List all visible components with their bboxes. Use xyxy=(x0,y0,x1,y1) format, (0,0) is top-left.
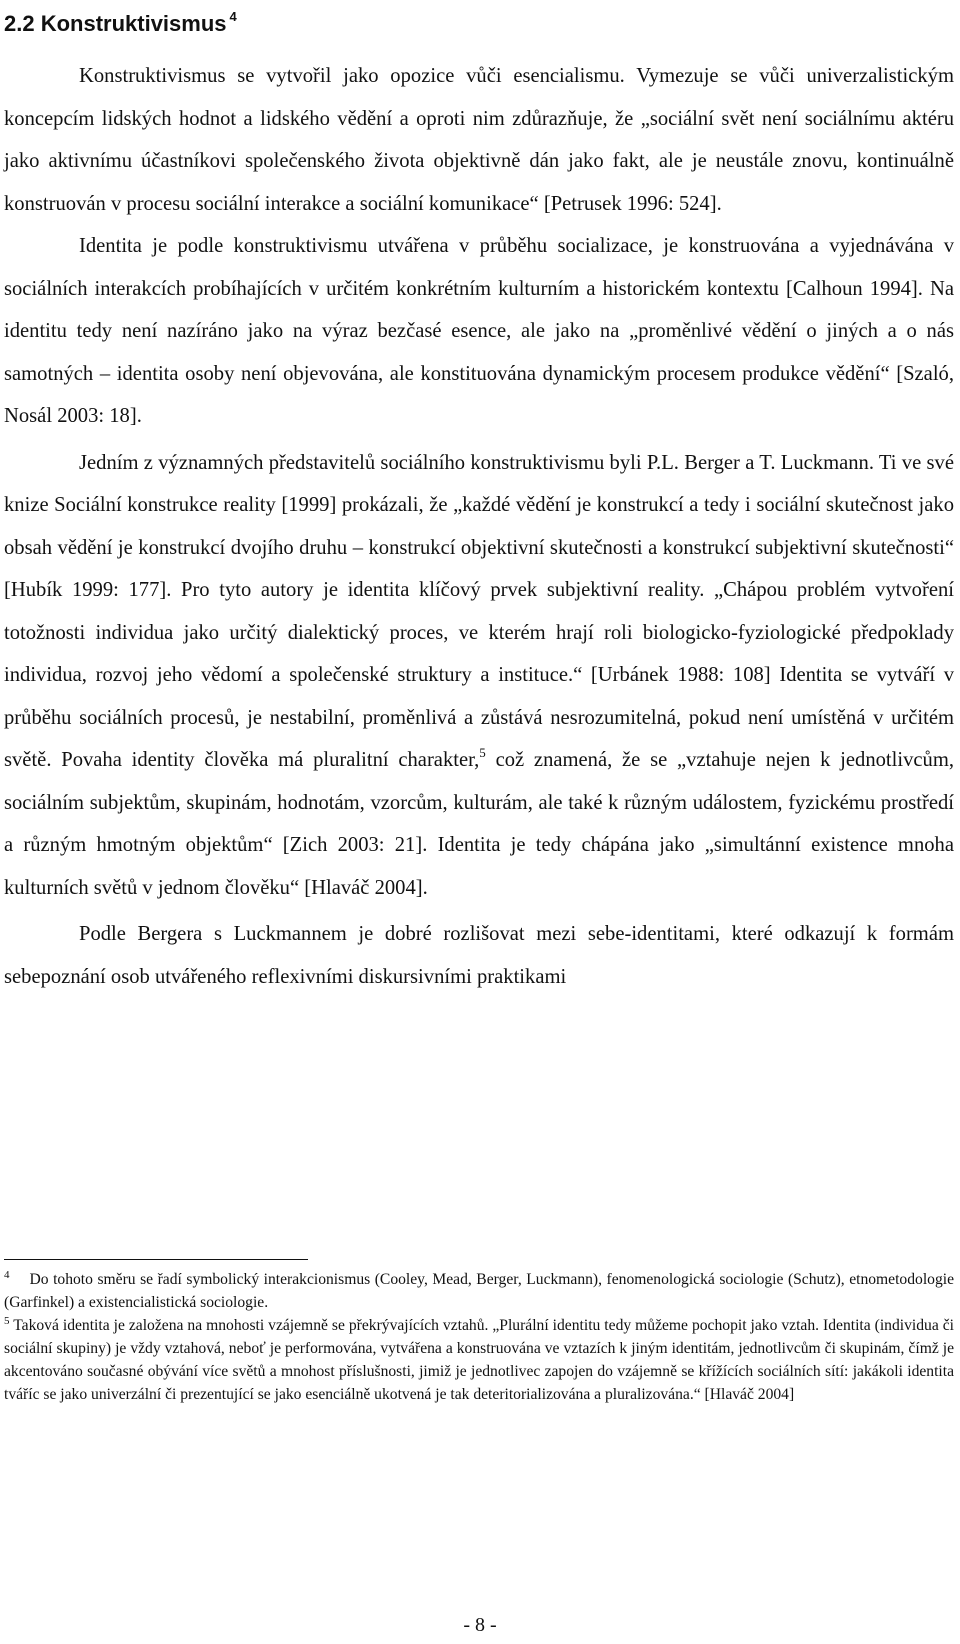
footnote-5-text: Taková identita je založena na mnohosti vzájemně se překrývajících vztahů. „Plurální identitu tedy můžeme pochopit jako vztah. Identita (individua či sociální skupiny) je vždy vztahová, neboť je performována, vytvářena a konstruována ve vztazích k jiným identitám, jednotlivcům či skupinám, čímž je akcentováno současné obývání více světů a mnohost příslušnosti, jimiž je jednotlivec zapojen do vzájemně se křížících sociálních sítí: jakákoli identita tváříc se jako univerzální či prezentující se jako esenciálně ukotvená je tak deteritorializována a pluralizována.“ [Hlaváč 2004] xyxy=(4,1317,954,1403)
paragraph-3-text-b: což znamená, že se „vztahuje nejen k jednotlivcům, sociálním subjektům, skupinám, hodnotám, vzorcům, kulturám, ale také k různým událostem, fyzickému prostředí a různým hmotným objektům“ [Zich 2003: 21]. Identita je tedy chápána jako „simultánní existence mnoha kulturních světů v jednom člověku“ [Hlaváč 2004]. xyxy=(4,749,954,899)
paragraph-3 xyxy=(4,442,954,910)
section-heading xyxy=(4,0,237,41)
section-heading-text: 2.2 Konstruktivismus xyxy=(4,11,227,36)
body-text xyxy=(4,55,954,998)
paragraph-3-text-a: Jedním z významných představitelů sociálního konstruktivismu byli P.L. Berger a T. Luckmann. Ti ve své knize Sociální konstrukce reality [1999] prokázali, že „každé vědění je konstrukcí a tedy i sociální skutečnost jako obsah vědění je konstrukcí dvojího druhu – konstrukcí objektivní skutečnosti a konstrukcí subjektivní skutečnosti“ [Hubík 1999: 177]. Pro tyto autory je identita klíčový prvek subjektivní reality. „Chápou problém vytvoření totožnosti individua jako určitý dialektický proces, ve kterém hrají roli biologicko-fyziologické předpoklady individua, rozvoj jeho vědomí a společenské struktury a instituce.“ [Urbánek 1988: 108] Identita se vytváří v průběhu sociálních procesů, je nestabilní, proměnlivá a zůstává nesrozumitelná, pokud není umístěná v určitém světě. Povaha identity člověka má pluralitní charakter, xyxy=(4,451,954,771)
footnote-4-number: 4 xyxy=(4,1269,10,1281)
paragraph-2: Identita je podle konstruktivismu utvářena v průběhu socializace, je konstruována a vyjednávána v sociálních interakcích probíhajících v určitém konkrétním kulturním a historickém kontextu [Calhoun 1994]. Na identitu tedy není nazíráno jako na výraz bezčasé esence, ale jako na „proměnlivé vědění o jiných a o nás samotných – identita osoby není objevována, ale konstituována dynamickým procesem produkce vědění“ [Szaló, Nosál 2003: 18]. xyxy=(4,235,954,427)
footnote-5-number: 5 xyxy=(4,1315,10,1327)
footnote-4 xyxy=(4,1268,954,1314)
page-number: - 8 - xyxy=(463,1614,497,1636)
paragraph-4: Podle Bergera s Luckmannem je dobré rozlišovat mezi sebe-identitami, které odkazují k formám sebepoznání osob utvářeného reflexivními diskursivními praktikami xyxy=(4,923,954,988)
paragraph-1: Konstruktivismus se vytvořil jako opozice vůči esencialismu. Vymezuje se vůči univerzalistickým koncepcím lidských hodnot a lidského vědění a oproti nim zdůrazňuje, že „sociální svět není sociálnímu aktéru jako aktivnímu účastníkovi společenského života objektivně dán jako fakt, ale je neustále znovu, kontinuálně konstruován v procesu sociální interakce a sociální komunikace“ [Petrusek 1996: 524]. xyxy=(4,65,954,215)
footnote-ref-5: 5 xyxy=(479,745,486,760)
footnotes xyxy=(4,1268,954,1406)
footnote-ref-4: 4 xyxy=(229,9,237,24)
footnote-5 xyxy=(4,1314,954,1406)
footnote-separator xyxy=(4,1259,308,1260)
footnote-4-text: Do tohoto směru se řadí symbolický interakcionismus (Cooley, Mead, Berger, Luckmann), fenomenologická sociologie (Schutz), etnometodologie (Garfinkel) a existencialistická sociologie. xyxy=(4,1271,954,1311)
